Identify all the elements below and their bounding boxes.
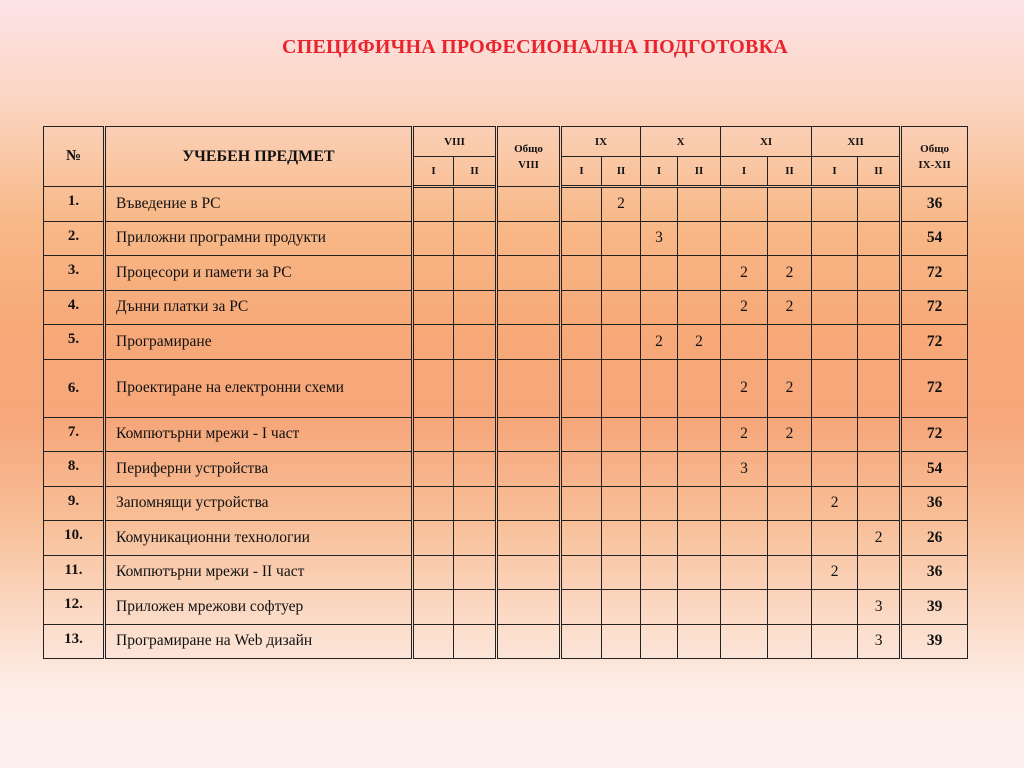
row-number: 6.	[44, 359, 105, 417]
header-grade-xii: XII	[812, 127, 901, 157]
cell-x-1	[641, 256, 678, 291]
cell-total-viii	[497, 452, 561, 487]
table-row	[44, 187, 968, 222]
header-term-xi-2: II	[768, 157, 812, 187]
cell-viii-2	[454, 221, 497, 256]
cell-total-viii	[497, 486, 561, 521]
cell-x-2: 2	[678, 325, 721, 360]
cell-xii-1	[812, 624, 858, 659]
cell-viii-2	[454, 452, 497, 487]
cell-x-2	[678, 256, 721, 291]
table-row	[44, 417, 968, 452]
cell-xii-2	[858, 256, 901, 291]
cell-xii-2: 2	[858, 521, 901, 556]
cell-xi-1	[721, 624, 768, 659]
header-term-x-2: II	[678, 157, 721, 187]
cell-total-ix-xii: 54	[901, 221, 968, 256]
cell-viii-1	[413, 359, 454, 417]
header-grade-x: X	[641, 127, 721, 157]
cell-xi-1	[721, 521, 768, 556]
cell-viii-2	[454, 590, 497, 625]
cell-x-2	[678, 290, 721, 325]
cell-xii-1	[812, 256, 858, 291]
row-subject: Процесори и памети за PC	[105, 256, 413, 291]
cell-ix-2	[602, 486, 641, 521]
row-subject: Дънни платки за PC	[105, 290, 413, 325]
cell-total-ix-xii: 72	[901, 256, 968, 291]
row-number: 9.	[44, 486, 105, 521]
row-number: 11.	[44, 555, 105, 590]
cell-x-1	[641, 590, 678, 625]
row-subject: Компютърни мрежи - II част	[105, 555, 413, 590]
row-number: 12.	[44, 590, 105, 625]
cell-viii-2	[454, 486, 497, 521]
header-grade-viii: VIII	[413, 127, 497, 157]
cell-total-viii	[497, 290, 561, 325]
header-term-x-1: I	[641, 157, 678, 187]
cell-total-ix-xii: 72	[901, 359, 968, 417]
cell-xii-2	[858, 417, 901, 452]
header-term-ix-2: II	[602, 157, 641, 187]
cell-ix-2	[602, 290, 641, 325]
header-term-ix-1: I	[561, 157, 602, 187]
cell-total-ix-xii: 72	[901, 290, 968, 325]
cell-xi-2	[768, 187, 812, 222]
cell-xii-1	[812, 521, 858, 556]
page-title: СПЕЦИФИЧНА ПРОФЕСИОНАЛНА ПОДГОТОВКА	[282, 36, 788, 58]
row-number: 1.	[44, 187, 105, 222]
cell-total-ix-xii: 72	[901, 417, 968, 452]
header-term-viii-1: I	[413, 157, 454, 187]
cell-total-viii	[497, 624, 561, 659]
cell-xii-1	[812, 452, 858, 487]
cell-xi-1	[721, 555, 768, 590]
cell-x-1	[641, 359, 678, 417]
row-subject: Запомнящи устройства	[105, 486, 413, 521]
cell-xi-1	[721, 325, 768, 360]
cell-ix-2	[602, 417, 641, 452]
table-row	[44, 452, 968, 487]
cell-x-1: 2	[641, 325, 678, 360]
header-term-xii-1: I	[812, 157, 858, 187]
cell-x-1	[641, 624, 678, 659]
cell-xii-1: 2	[812, 555, 858, 590]
cell-xi-1: 2	[721, 290, 768, 325]
header-num: №	[44, 127, 105, 187]
cell-viii-2	[454, 187, 497, 222]
cell-ix-1	[561, 417, 602, 452]
header-total-ix-xii-line2: IX-XII	[918, 158, 951, 171]
table-body	[44, 187, 968, 659]
cell-x-2	[678, 555, 721, 590]
table-row	[44, 256, 968, 291]
cell-total-ix-xii: 72	[901, 325, 968, 360]
cell-viii-2	[454, 325, 497, 360]
header-total-ix-xii	[901, 127, 968, 187]
cell-ix-1	[561, 187, 602, 222]
cell-xi-1	[721, 187, 768, 222]
cell-xi-2	[768, 452, 812, 487]
cell-viii-1	[413, 290, 454, 325]
cell-ix-2: 2	[602, 187, 641, 222]
cell-ix-1	[561, 486, 602, 521]
cell-x-1: 3	[641, 221, 678, 256]
cell-total-viii	[497, 221, 561, 256]
header-total-ix-xii-line1: Общо	[920, 142, 949, 155]
table-row	[44, 555, 968, 590]
cell-xii-2: 3	[858, 624, 901, 659]
cell-ix-2	[602, 325, 641, 360]
table-row	[44, 590, 968, 625]
cell-xi-2	[768, 555, 812, 590]
cell-x-1	[641, 187, 678, 222]
cell-viii-2	[454, 256, 497, 291]
cell-xi-1	[721, 486, 768, 521]
cell-ix-2	[602, 590, 641, 625]
cell-x-1	[641, 417, 678, 452]
cell-viii-1	[413, 555, 454, 590]
cell-ix-2	[602, 359, 641, 417]
cell-xii-2	[858, 452, 901, 487]
cell-x-1	[641, 486, 678, 521]
cell-viii-1	[413, 221, 454, 256]
cell-viii-1	[413, 256, 454, 291]
cell-viii-1	[413, 325, 454, 360]
cell-viii-2	[454, 359, 497, 417]
cell-total-ix-xii: 36	[901, 486, 968, 521]
cell-ix-2	[602, 256, 641, 291]
table-row	[44, 290, 968, 325]
header-term-viii-2: II	[454, 157, 497, 187]
cell-xii-2: 3	[858, 590, 901, 625]
table-row	[44, 624, 968, 659]
cell-xi-2	[768, 624, 812, 659]
cell-total-viii	[497, 417, 561, 452]
cell-xii-1	[812, 221, 858, 256]
cell-ix-2	[602, 624, 641, 659]
cell-xii-2	[858, 359, 901, 417]
cell-total-ix-xii: 39	[901, 590, 968, 625]
cell-xii-2	[858, 486, 901, 521]
row-subject: Приложни програмни продукти	[105, 221, 413, 256]
header-term-xi-1: I	[721, 157, 768, 187]
cell-ix-1	[561, 221, 602, 256]
cell-total-viii	[497, 521, 561, 556]
cell-ix-1	[561, 452, 602, 487]
cell-ix-1	[561, 290, 602, 325]
cell-x-1	[641, 452, 678, 487]
cell-total-viii	[497, 256, 561, 291]
cell-xi-1: 2	[721, 417, 768, 452]
cell-x-2	[678, 359, 721, 417]
cell-xi-1: 2	[721, 359, 768, 417]
cell-viii-1	[413, 521, 454, 556]
table-row	[44, 486, 968, 521]
row-subject: Комуникационни технологии	[105, 521, 413, 556]
row-subject: Въведение в PC	[105, 187, 413, 222]
cell-ix-1	[561, 359, 602, 417]
cell-xii-1: 2	[812, 486, 858, 521]
cell-total-viii	[497, 555, 561, 590]
cell-xii-2	[858, 187, 901, 222]
cell-ix-1	[561, 521, 602, 556]
cell-viii-2	[454, 417, 497, 452]
cell-total-viii	[497, 359, 561, 417]
cell-xi-2	[768, 486, 812, 521]
cell-xi-2: 2	[768, 359, 812, 417]
table-row	[44, 221, 968, 256]
cell-x-2	[678, 590, 721, 625]
header-total-viii	[497, 127, 561, 187]
row-subject: Програмиране на Web дизайн	[105, 624, 413, 659]
header-grade-xi: XI	[721, 127, 812, 157]
cell-viii-1	[413, 624, 454, 659]
cell-xii-1	[812, 187, 858, 222]
cell-xi-2	[768, 221, 812, 256]
cell-total-viii	[497, 590, 561, 625]
cell-xi-1	[721, 221, 768, 256]
row-number: 4.	[44, 290, 105, 325]
cell-x-2	[678, 417, 721, 452]
row-number: 3.	[44, 256, 105, 291]
row-subject: Проектиране на електронни схеми	[105, 359, 413, 417]
cell-ix-1	[561, 624, 602, 659]
row-number: 2.	[44, 221, 105, 256]
cell-x-1	[641, 290, 678, 325]
cell-xi-2: 2	[768, 290, 812, 325]
cell-total-ix-xii: 36	[901, 555, 968, 590]
cell-xi-2	[768, 590, 812, 625]
row-number: 10.	[44, 521, 105, 556]
cell-xii-2	[858, 221, 901, 256]
cell-x-2	[678, 521, 721, 556]
table-row	[44, 325, 968, 360]
cell-ix-2	[602, 555, 641, 590]
cell-viii-1	[413, 452, 454, 487]
cell-ix-1	[561, 256, 602, 291]
cell-ix-2	[602, 221, 641, 256]
cell-viii-1	[413, 486, 454, 521]
header-grade-ix: IX	[561, 127, 641, 157]
cell-ix-1	[561, 325, 602, 360]
row-number: 5.	[44, 325, 105, 360]
cell-xii-2	[858, 555, 901, 590]
cell-xi-2	[768, 521, 812, 556]
cell-xii-1	[812, 590, 858, 625]
cell-viii-2	[454, 290, 497, 325]
header-total-viii-line2: VIII	[518, 158, 539, 171]
cell-ix-2	[602, 452, 641, 487]
cell-viii-2	[454, 555, 497, 590]
cell-ix-2	[602, 521, 641, 556]
row-number: 13.	[44, 624, 105, 659]
cell-x-1	[641, 521, 678, 556]
header-row-grades	[44, 127, 968, 157]
cell-viii-1	[413, 590, 454, 625]
cell-viii-2	[454, 624, 497, 659]
header-term-xii-2: II	[858, 157, 901, 187]
cell-x-2	[678, 452, 721, 487]
cell-x-2	[678, 187, 721, 222]
row-number: 7.	[44, 417, 105, 452]
cell-xii-1	[812, 290, 858, 325]
cell-total-ix-xii: 36	[901, 187, 968, 222]
cell-total-ix-xii: 26	[901, 521, 968, 556]
cell-xi-1: 3	[721, 452, 768, 487]
cell-xi-2: 2	[768, 417, 812, 452]
cell-total-viii	[497, 187, 561, 222]
header-subject: УЧЕБЕН ПРЕДМЕТ	[105, 127, 413, 187]
row-subject: Периферни устройства	[105, 452, 413, 487]
cell-total-ix-xii: 39	[901, 624, 968, 659]
row-number: 8.	[44, 452, 105, 487]
cell-x-1	[641, 555, 678, 590]
cell-xii-1	[812, 359, 858, 417]
cell-ix-1	[561, 590, 602, 625]
row-subject: Компютърни мрежи - I част	[105, 417, 413, 452]
cell-ix-1	[561, 555, 602, 590]
cell-xii-2	[858, 290, 901, 325]
table-row	[44, 359, 968, 417]
header-total-viii-line1: Общо	[514, 142, 543, 155]
cell-x-2	[678, 486, 721, 521]
cell-total-viii	[497, 325, 561, 360]
row-subject: Програмиране	[105, 325, 413, 360]
cell-xi-2: 2	[768, 256, 812, 291]
cell-xi-1	[721, 590, 768, 625]
curriculum-table	[43, 126, 968, 659]
cell-xii-1	[812, 325, 858, 360]
cell-xi-1: 2	[721, 256, 768, 291]
table-row	[44, 521, 968, 556]
cell-viii-1	[413, 417, 454, 452]
cell-viii-1	[413, 187, 454, 222]
cell-xii-2	[858, 325, 901, 360]
cell-total-ix-xii: 54	[901, 452, 968, 487]
row-subject: Приложен мрежови софтуер	[105, 590, 413, 625]
cell-x-2	[678, 624, 721, 659]
cell-viii-2	[454, 521, 497, 556]
cell-x-2	[678, 221, 721, 256]
cell-xii-1	[812, 417, 858, 452]
cell-xi-2	[768, 325, 812, 360]
